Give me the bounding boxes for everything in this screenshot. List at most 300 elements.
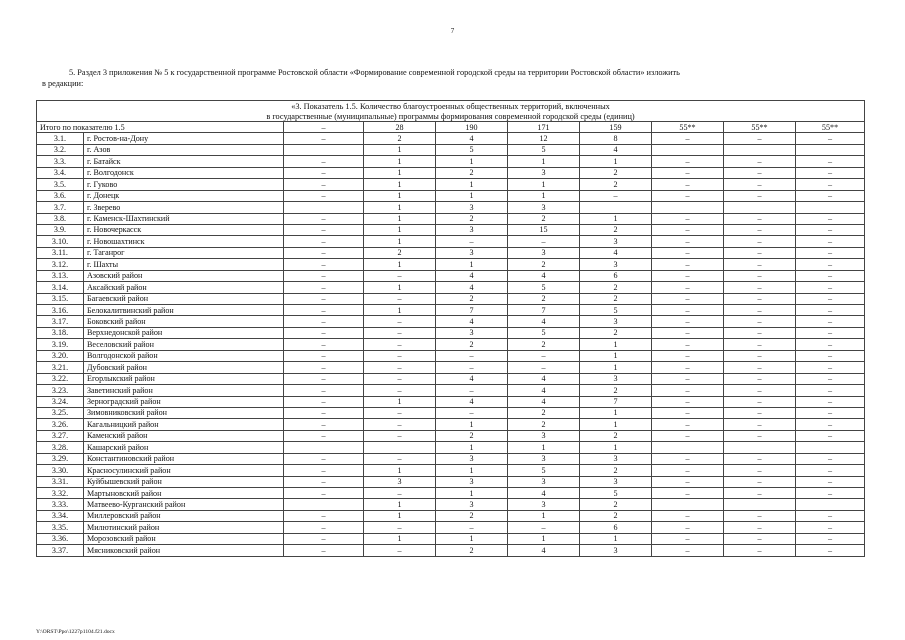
municipality-name: Верхнедонской район [84,327,284,338]
value-cell: 1 [508,190,580,201]
municipality-name: г. Волгодонск [84,167,284,178]
value-cell: – [724,522,796,533]
value-cell: 1 [364,156,436,167]
value-cell: 1 [364,224,436,235]
value-cell: – [284,133,364,144]
value-cell: – [364,453,436,464]
municipality-name: г. Зверево [84,202,284,213]
value-cell: 1 [364,213,436,224]
value-cell: – [652,133,724,144]
value-cell: – [284,385,364,396]
table-row [37,396,865,407]
value-cell [796,202,865,213]
value-cell [724,499,796,510]
value-cell: – [652,350,724,361]
value-cell: – [436,407,508,418]
value-cell: – [364,407,436,418]
table-title-line-1: «3. Показатель 1.5. Количество благоустроенных общественных территорий, включенных [37,101,865,112]
value-cell: 3 [508,476,580,487]
value-cell: – [364,270,436,281]
table-row [37,282,865,293]
value-cell: 1 [508,510,580,521]
value-cell: – [284,453,364,464]
value-cell: 2 [580,465,652,476]
value-cell: – [796,282,865,293]
municipality-name: Кашарский район [84,442,284,453]
value-cell: 5 [436,144,508,155]
value-cell: 1 [364,533,436,544]
value-cell: 2 [436,339,508,350]
total-cell: 159 [580,122,652,133]
value-cell: – [796,190,865,201]
value-cell: – [652,510,724,521]
row-number: 3.21. [37,362,84,373]
value-cell: 5 [580,305,652,316]
value-cell: – [652,476,724,487]
municipality-name: г. Азов [84,144,284,155]
value-cell: – [724,305,796,316]
value-cell: – [796,362,865,373]
value-cell: – [284,305,364,316]
value-cell: 4 [508,270,580,281]
value-cell: – [724,465,796,476]
value-cell: – [284,190,364,201]
value-cell: – [724,179,796,190]
value-cell: 2 [508,259,580,270]
row-number: 3.31. [37,476,84,487]
value-cell: 4 [436,316,508,327]
table-row [37,465,865,476]
row-number: 3.2. [37,144,84,155]
value-cell: – [796,407,865,418]
value-cell: – [796,476,865,487]
value-cell: – [652,362,724,373]
value-cell [284,499,364,510]
value-cell: 2 [580,510,652,521]
table-row [37,510,865,521]
table-row [37,499,865,510]
value-cell: – [652,224,724,235]
row-number: 3.16. [37,305,84,316]
value-cell: – [724,236,796,247]
total-cell: – [284,122,364,133]
value-cell [652,499,724,510]
value-cell: 4 [436,373,508,384]
row-number: 3.13. [37,270,84,281]
value-cell: – [724,407,796,418]
value-cell: – [364,293,436,304]
value-cell: – [284,522,364,533]
value-cell: – [652,282,724,293]
table-row [37,533,865,544]
value-cell: 1 [364,510,436,521]
value-cell: 3 [436,202,508,213]
value-cell: – [284,362,364,373]
row-number: 3.7. [37,202,84,213]
value-cell: 1 [436,259,508,270]
value-cell: – [436,362,508,373]
value-cell: 1 [364,179,436,190]
value-cell [284,442,364,453]
value-cell: – [724,224,796,235]
value-cell: – [724,545,796,556]
table-row [37,419,865,430]
value-cell: 1 [580,442,652,453]
value-cell: 15 [508,224,580,235]
file-path-footer: Y:\ORST\Ppo\1227p1104.f21.docx [36,629,115,635]
table-row [37,327,865,338]
value-cell: 1 [508,442,580,453]
value-cell: – [364,430,436,441]
value-cell: – [796,350,865,361]
row-number: 3.25. [37,407,84,418]
value-cell: – [796,396,865,407]
value-cell: 4 [436,270,508,281]
row-number: 3.26. [37,419,84,430]
value-cell: – [652,305,724,316]
municipality-name: Аксайский район [84,282,284,293]
value-cell: – [724,396,796,407]
municipality-name: Багаевский район [84,293,284,304]
value-cell: – [284,282,364,293]
table-row [37,247,865,258]
row-number: 3.6. [37,190,84,201]
value-cell: – [652,236,724,247]
value-cell: 4 [580,144,652,155]
municipality-name: г. Новочеркасск [84,224,284,235]
value-cell: 3 [580,236,652,247]
value-cell: 1 [436,156,508,167]
value-cell: 5 [508,144,580,155]
value-cell: – [652,190,724,201]
value-cell: – [652,453,724,464]
row-number: 3.8. [37,213,84,224]
value-cell: – [796,488,865,499]
value-cell: – [796,419,865,430]
value-cell: 2 [580,179,652,190]
value-cell: – [284,407,364,418]
table-row [37,350,865,361]
value-cell: – [724,156,796,167]
row-number: 3.11. [37,247,84,258]
value-cell: – [652,156,724,167]
value-cell: – [724,385,796,396]
value-cell [796,144,865,155]
value-cell: – [796,465,865,476]
value-cell: – [724,339,796,350]
row-number: 3.3. [37,156,84,167]
value-cell: 1 [508,156,580,167]
value-cell: 1 [436,488,508,499]
value-cell: 1 [364,282,436,293]
table-row [37,133,865,144]
value-cell: 3 [508,499,580,510]
municipality-name: г. Гуково [84,179,284,190]
value-cell: – [284,339,364,350]
value-cell: – [284,373,364,384]
value-cell: 3 [436,247,508,258]
value-cell: 4 [508,545,580,556]
total-cell: 55** [724,122,796,133]
value-cell: 5 [508,327,580,338]
value-cell: – [284,316,364,327]
value-cell: – [436,236,508,247]
table-row [37,167,865,178]
intro-paragraph [42,67,862,89]
value-cell: – [508,236,580,247]
value-cell: 1 [580,407,652,418]
value-cell: 3 [580,453,652,464]
value-cell: – [284,293,364,304]
value-cell: 1 [580,362,652,373]
value-cell: 2 [436,213,508,224]
value-cell: – [724,476,796,487]
page-number: 7 [450,27,455,35]
value-cell: 2 [508,339,580,350]
value-cell: – [796,133,865,144]
value-cell: 3 [580,259,652,270]
row-number: 3.9. [37,224,84,235]
value-cell: – [508,362,580,373]
value-cell: 7 [580,396,652,407]
value-cell: 1 [364,396,436,407]
total-cell: 55** [652,122,724,133]
total-cell: 55** [796,122,865,133]
value-cell: 3 [580,476,652,487]
value-cell [724,202,796,213]
value-cell: – [284,465,364,476]
table-row [37,430,865,441]
intro-line-1: 5. Раздел 3 приложения № 5 к государственной программе Ростовской области «Формирование современной городской среды на территории Ростовской области» изложить [69,68,680,77]
value-cell: – [284,213,364,224]
value-cell: – [796,305,865,316]
value-cell: – [796,293,865,304]
table-row [37,385,865,396]
value-cell: – [284,430,364,441]
row-number: 3.14. [37,282,84,293]
value-cell: – [284,545,364,556]
value-cell: 8 [580,133,652,144]
value-cell: – [284,533,364,544]
municipality-name: г. Батайск [84,156,284,167]
value-cell: – [724,350,796,361]
value-cell: 1 [364,167,436,178]
value-cell: 2 [436,293,508,304]
value-cell: – [724,293,796,304]
value-cell: – [796,179,865,190]
municipality-name: Кагальницкий район [84,419,284,430]
row-number: 3.5. [37,179,84,190]
municipality-name: г. Шахты [84,259,284,270]
table-row [37,545,865,556]
total-cell: 171 [508,122,580,133]
municipality-name: Дубовский район [84,362,284,373]
row-number: 3.32. [37,488,84,499]
value-cell: – [364,419,436,430]
value-cell: – [724,533,796,544]
value-cell: 3 [580,545,652,556]
value-cell: – [652,465,724,476]
table-row [37,373,865,384]
value-cell: – [284,236,364,247]
value-cell: 4 [580,247,652,258]
value-cell: – [652,316,724,327]
value-cell: – [796,270,865,281]
value-cell: 1 [580,339,652,350]
table-row [37,202,865,213]
value-cell: 5 [508,282,580,293]
value-cell: 1 [508,533,580,544]
value-cell: 7 [436,305,508,316]
value-cell: – [652,259,724,270]
value-cell: 2 [580,327,652,338]
value-cell: 2 [436,545,508,556]
row-number: 3.36. [37,533,84,544]
value-cell: – [652,327,724,338]
value-cell: – [364,316,436,327]
value-cell: – [652,385,724,396]
value-cell: – [724,510,796,521]
value-cell: – [796,373,865,384]
row-number: 3.27. [37,430,84,441]
value-cell: – [508,350,580,361]
table-row [37,488,865,499]
value-cell: – [724,373,796,384]
value-cell: 2 [508,407,580,418]
table-row [37,156,865,167]
row-number: 3.22. [37,373,84,384]
value-cell: – [652,339,724,350]
value-cell: – [724,259,796,270]
value-cell: – [796,510,865,521]
value-cell: 3 [580,373,652,384]
value-cell: 4 [436,282,508,293]
value-cell: – [284,396,364,407]
value-cell: 2 [436,430,508,441]
table-title-line-2: в государственные (муниципальные) программы формирования современной городской среды (единиц) [37,112,865,122]
row-number: 3.23. [37,385,84,396]
value-cell: – [652,419,724,430]
value-cell [796,442,865,453]
total-row [37,122,865,133]
value-cell: 3 [580,316,652,327]
value-cell: 5 [508,465,580,476]
table-row [37,270,865,281]
value-cell: 1 [436,179,508,190]
value-cell: – [284,179,364,190]
municipality-name: г. Ростов-на-Дону [84,133,284,144]
value-cell: 3 [436,499,508,510]
municipality-name: Морозовский район [84,533,284,544]
row-number: 3.37. [37,545,84,556]
row-number: 3.17. [37,316,84,327]
value-cell: 3 [508,430,580,441]
municipality-name: Боковский район [84,316,284,327]
table-row [37,407,865,418]
value-cell: 7 [508,305,580,316]
value-cell: – [796,316,865,327]
municipality-name: Мясниковский район [84,545,284,556]
municipality-name: г. Донецк [84,190,284,201]
value-cell: 1 [580,419,652,430]
value-cell: – [364,373,436,384]
municipality-name: Каменский район [84,430,284,441]
row-number: 3.35. [37,522,84,533]
table-row [37,339,865,350]
value-cell: 1 [364,499,436,510]
value-cell: – [652,533,724,544]
value-cell: – [652,179,724,190]
value-cell: – [724,419,796,430]
value-cell: – [724,247,796,258]
value-cell: 3 [436,224,508,235]
value-cell: – [796,385,865,396]
row-number: 3.1. [37,133,84,144]
municipality-name: Красносулинский район [84,465,284,476]
value-cell: – [796,522,865,533]
table-row [37,224,865,235]
value-cell [284,202,364,213]
value-cell: – [652,373,724,384]
row-number: 3.34. [37,510,84,521]
municipality-name: Куйбышевский район [84,476,284,487]
value-cell: – [796,247,865,258]
municipality-name: Зерноградский район [84,396,284,407]
municipality-name: Азовский район [84,270,284,281]
value-cell: – [652,213,724,224]
table-row [37,179,865,190]
value-cell: 2 [364,133,436,144]
value-cell: – [364,488,436,499]
table-row [37,476,865,487]
row-number: 3.30. [37,465,84,476]
value-cell: – [652,522,724,533]
value-cell: 1 [580,213,652,224]
value-cell: 1 [364,259,436,270]
value-cell: 2 [580,282,652,293]
value-cell: 1 [508,179,580,190]
value-cell: 1 [364,202,436,213]
value-cell: – [652,545,724,556]
municipality-name: Веселовский район [84,339,284,350]
municipality-name: Белокалитвинский район [84,305,284,316]
value-cell [364,442,436,453]
value-cell: – [796,453,865,464]
value-cell: – [724,327,796,338]
value-cell: – [284,350,364,361]
value-cell: – [796,213,865,224]
value-cell: – [364,385,436,396]
value-cell: – [284,247,364,258]
value-cell: 6 [580,270,652,281]
municipality-name: Егорлыкский район [84,373,284,384]
value-cell: 3 [508,202,580,213]
table-row [37,190,865,201]
value-cell: – [724,133,796,144]
value-cell: – [436,385,508,396]
value-cell: – [724,362,796,373]
municipality-name: Константиновский район [84,453,284,464]
value-cell: 2 [580,224,652,235]
municipality-name: Зимовниковский район [84,407,284,418]
value-cell: – [284,224,364,235]
table-row [37,213,865,224]
value-cell [724,442,796,453]
value-cell: 4 [508,316,580,327]
value-cell: 2 [436,510,508,521]
row-number: 3.24. [37,396,84,407]
municipality-name: Волгодонской район [84,350,284,361]
